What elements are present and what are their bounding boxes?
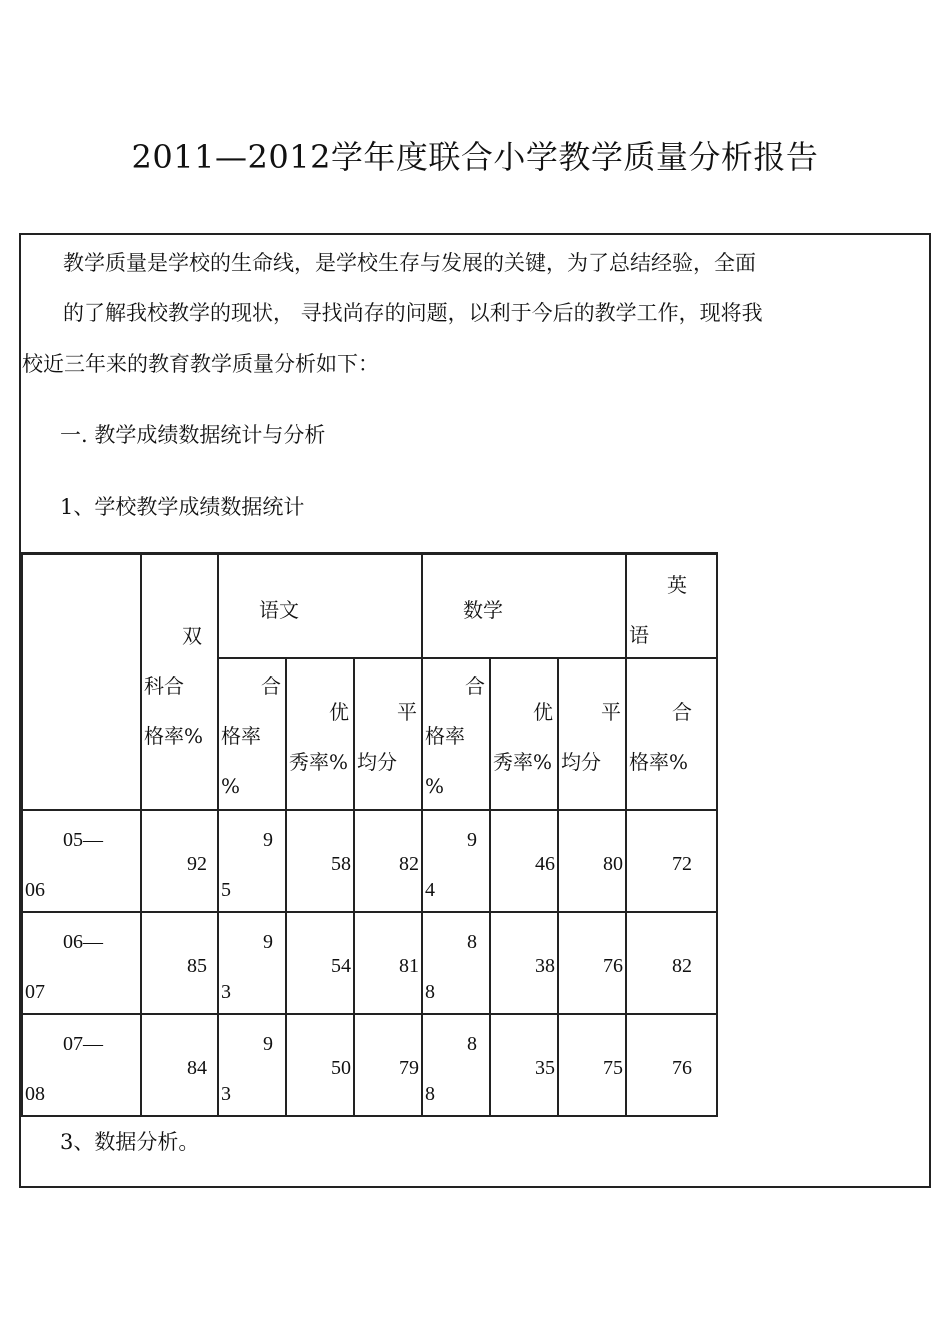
math-pass-value: 8 8 <box>422 912 490 1014</box>
intro-line-1: 教学质量是学校的生命线，是学校生存与发展的关键，为了总结经验，全面 <box>63 251 756 275</box>
chinese-excellent-value: 58 <box>286 810 354 912</box>
chinese-pass-value: 9 5 <box>218 810 286 912</box>
math-excellent-value: 38 <box>490 912 558 1014</box>
section-heading: 一. 教学成绩数据统计与分析 <box>60 423 326 447</box>
english-pass-value: 82 <box>626 912 717 1014</box>
math-pass-value: 9 4 <box>422 810 490 912</box>
scores-table <box>21 552 718 1117</box>
header-double-pass-rate: 双 科合 格率% <box>141 554 218 810</box>
header-chinese: 语文 <box>218 554 422 658</box>
header-blank-cell <box>22 554 141 810</box>
year-cell: 06— 07 <box>22 912 141 1014</box>
chinese-excellent-value: 50 <box>286 1014 354 1116</box>
table-row <box>22 810 717 912</box>
chinese-pass-value: 9 3 <box>218 912 286 1014</box>
header-chinese-excellent-rate: 优 秀率% <box>286 658 354 810</box>
math-pass-value: 8 8 <box>422 1014 490 1116</box>
chinese-average-value: 79 <box>354 1014 422 1116</box>
double-pass-value: 84 <box>141 1014 218 1116</box>
subsection-heading-stats: 1、学校教学成绩数据统计 <box>60 495 305 519</box>
intro-line-2: 的了解我校教学的现状， 寻找尚存的问题，以利于今后的教学工作，现将我 <box>63 301 763 325</box>
math-excellent-value: 35 <box>490 1014 558 1116</box>
double-pass-value: 85 <box>141 912 218 1014</box>
english-pass-value: 72 <box>626 810 717 912</box>
english-pass-value: 76 <box>626 1014 717 1116</box>
header-chinese-average: 平 均分 <box>354 658 422 810</box>
double-pass-value: 92 <box>141 810 218 912</box>
intro-line-3: 校近三年来的教育教学质量分析如下： <box>22 352 379 376</box>
year-cell: 05— 06 <box>22 810 141 912</box>
math-average-value: 76 <box>558 912 626 1014</box>
header-english-pass-rate: 合 格率% <box>626 658 717 810</box>
document-title: 2011—2012学年度联合小学教学质量分析报告 <box>131 138 819 176</box>
table-row <box>22 1014 717 1116</box>
header-english: 英 语 <box>626 554 717 658</box>
header-math-excellent-rate: 优 秀率% <box>490 658 558 810</box>
header-math: 数学 <box>422 554 626 658</box>
table-row <box>22 912 717 1014</box>
subsection-heading-analysis: 3、数据分析。 <box>60 1130 200 1154</box>
header-chinese-pass-rate: 合 格率 % <box>218 658 286 810</box>
year-cell: 07— 08 <box>22 1014 141 1116</box>
chinese-average-value: 81 <box>354 912 422 1014</box>
chinese-pass-value: 9 3 <box>218 1014 286 1116</box>
table-header-row-1 <box>22 554 717 658</box>
header-math-average: 平 均分 <box>558 658 626 810</box>
math-average-value: 75 <box>558 1014 626 1116</box>
chinese-excellent-value: 54 <box>286 912 354 1014</box>
header-math-pass-rate: 合 格率 % <box>422 658 490 810</box>
chinese-average-value: 82 <box>354 810 422 912</box>
math-excellent-value: 46 <box>490 810 558 912</box>
math-average-value: 80 <box>558 810 626 912</box>
